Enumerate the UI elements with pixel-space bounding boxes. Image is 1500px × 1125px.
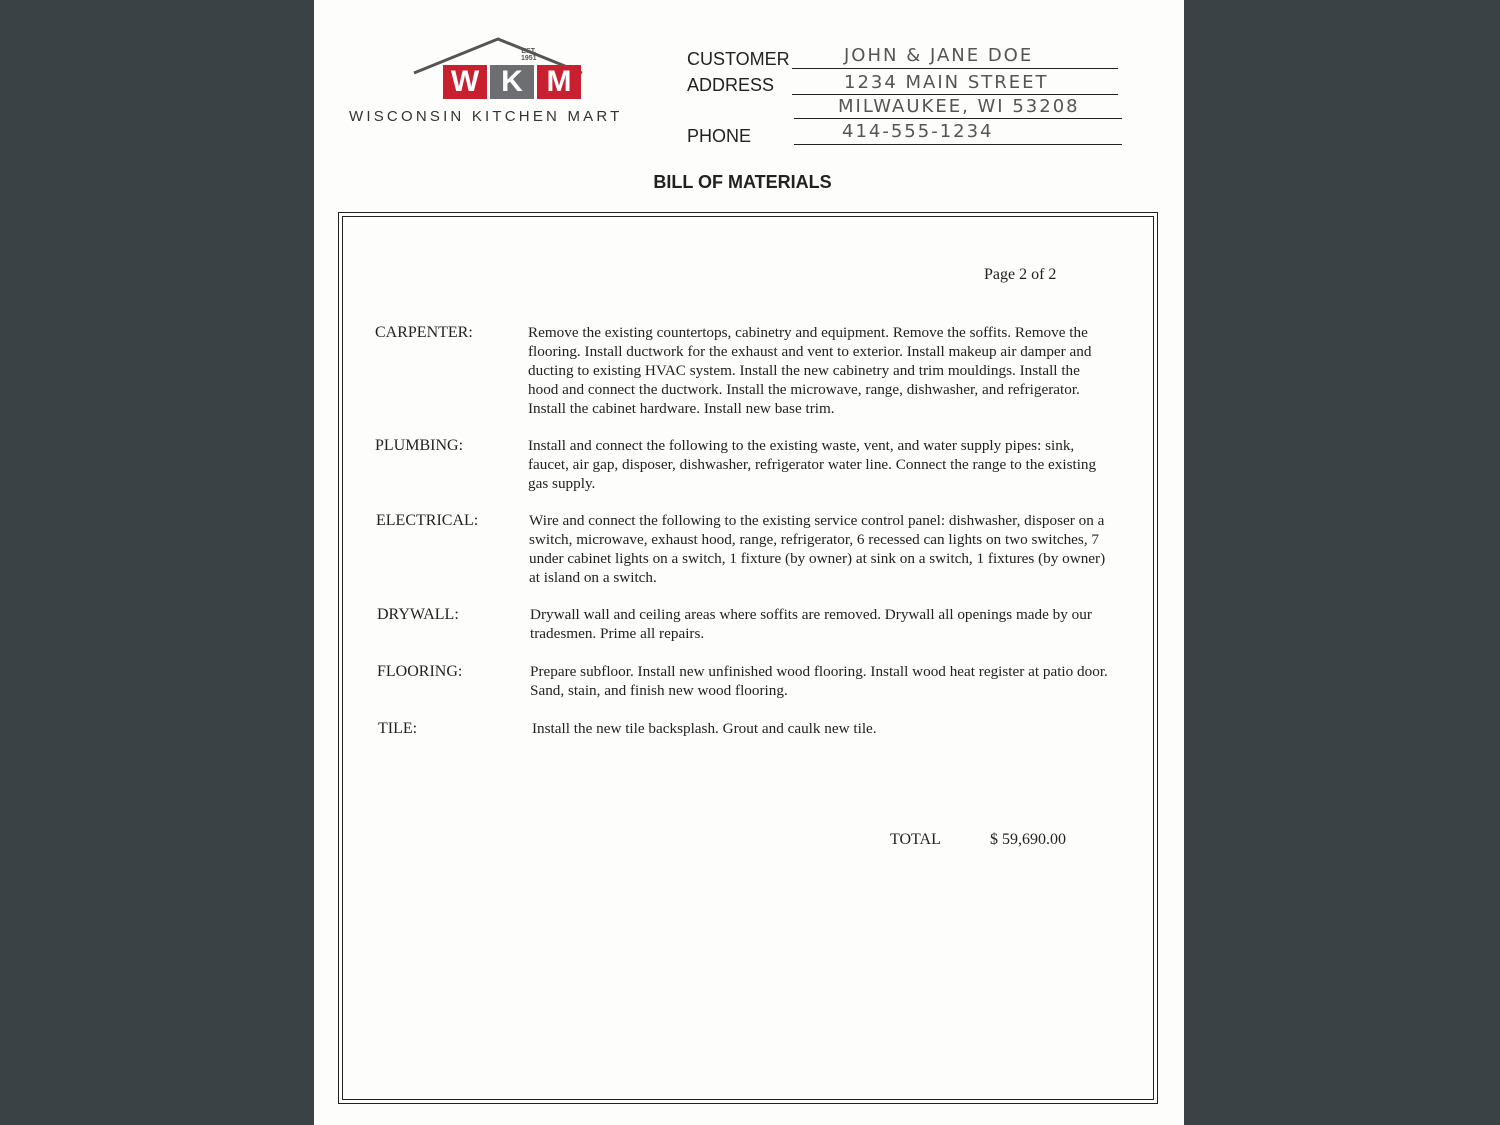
logo-established: EST. 1951 [521,48,537,62]
total-label: TOTAL [890,831,941,848]
logo-letter-m: M [537,65,581,99]
trade-label-drywall: DRYWALL: [377,606,459,623]
logo-letters [443,65,581,99]
company-name: WISCONSIN KITCHEN MART [349,108,623,125]
page-number: Page 2 of 2 [984,266,1057,283]
trade-label-electrical: ELECTRICAL: [376,512,479,529]
trade-label-flooring: FLOORING: [377,663,463,680]
trade-label-plumbing: PLUMBING: [375,437,464,454]
trade-description-plumbing: Install and connect the following to the existing waste, vent, and water supply pipes: sink, faucet, air gap, disposer, dishwasher, refrigerator water line. Connect the range to the existing gas supply. [528,437,1097,492]
trade-description-flooring: Prepare subfloor. Install new unfinished wood flooring. Install wood heat register at patio door. Sand, stain, and finish new wood flooring. [530,663,1108,699]
phone-value: 414-555-1234 [842,121,994,142]
address-underline-2 [794,118,1122,119]
trade-description-drywall: Drywall wall and ceiling areas where soffits are removed. Drywall all openings made by our tradesmen. Prime all repairs. [530,606,1092,642]
customer-underline [792,68,1118,69]
trade-description-tile: Install the new tile backsplash. Grout and caulk new tile. [532,720,877,737]
address-line-1: 1234 MAIN STREET [844,72,1049,93]
address-underline-1 [792,94,1118,95]
trade-description-carpenter: Remove the existing countertops, cabinetry and equipment. Remove the soffits. Remove the flooring. Install ductwork for the exhaust and vent to exterior. Install makeup air damper and ducting to existing HVAC system. Install the new cabinetry and trim mouldings. Install the hood and connect the ductwork. Install the microwave, range, dishwasher, and refrigerator. Install the cabinet hardware. Install new base trim. [528,324,1092,417]
trade-label-carpenter: CARPENTER: [375,324,473,341]
logo-letter-w: W [443,65,487,99]
trade-description-electrical: Wire and connect the following to the existing service control panel: dishwasher, disposer on a switch, microwave, exhaust hood, range, refrigerator, 6 recessed can lights on two switches, 7 under cabinet lights on a switch, 1 fixture (by owner) at sink on a switch, 1 fixtures (by owner) at island on a switch. [529,512,1106,586]
document-title: BILL OF MATERIALS [653,172,832,192]
logo-letter-k: K [490,65,534,99]
phone-label: PHONE [687,126,752,146]
customer-value: JOHN & JANE DOE [844,45,1034,66]
document-page [314,0,1184,1125]
address-line-2: MILWAUKEE, WI 53208 [838,96,1080,117]
total-value: $ 59,690.00 [990,831,1066,848]
phone-underline [794,144,1122,145]
customer-label: CUSTOMER [687,49,790,69]
trade-label-tile: TILE: [378,720,418,737]
address-label: ADDRESS [687,75,775,95]
company-logo [344,35,654,130]
